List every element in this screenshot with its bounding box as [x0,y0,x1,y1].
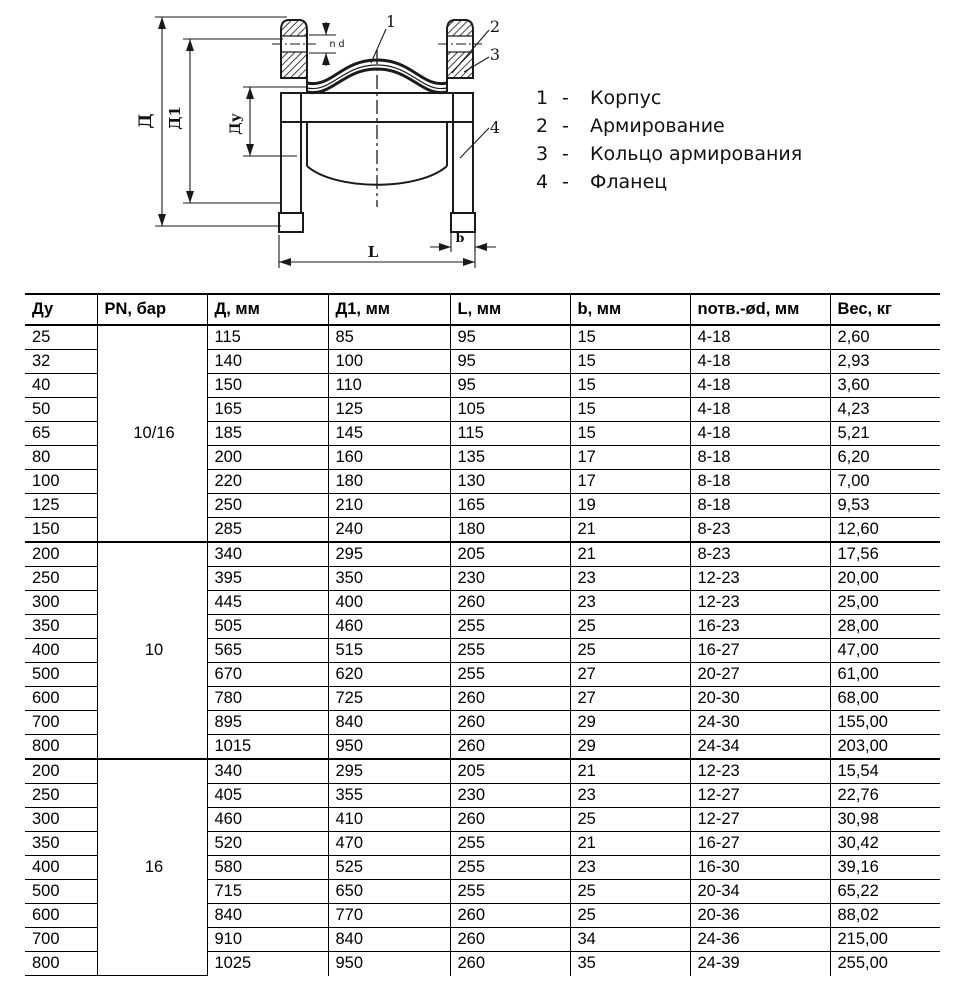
dim-label-l: L [367,243,379,261]
cell-holes: 8-18 [690,446,830,470]
cell-holes: 4-18 [690,374,830,398]
cell-d1: 110 [328,374,450,398]
cell-d1: 470 [328,832,450,856]
cell-du: 150 [25,518,97,543]
cell-du: 300 [25,808,97,832]
cell-l: 205 [450,759,570,784]
cell-b: 21 [570,518,690,543]
cell-holes: 20-36 [690,904,830,928]
cell-holes: 20-30 [690,687,830,711]
cell-b: 23 [570,567,690,591]
cell-b: 21 [570,832,690,856]
cell-l: 95 [450,350,570,374]
cell-l: 230 [450,567,570,591]
callout-3: 3 [489,45,501,64]
cell-l: 255 [450,832,570,856]
cell-weight: 203,00 [830,735,940,760]
dim-label-d1: Д1 [166,106,184,130]
cell-weight: 12,60 [830,518,940,543]
cell-holes: 20-27 [690,663,830,687]
cell-du: 80 [25,446,97,470]
cell-d1: 85 [328,325,450,350]
cell-d1: 840 [328,928,450,952]
cell-b: 35 [570,952,690,976]
cell-holes: 12-23 [690,759,830,784]
cell-l: 260 [450,928,570,952]
cell-d: 460 [207,808,328,832]
cell-b: 15 [570,398,690,422]
cell-d1: 840 [328,711,450,735]
dim-label-du: Ду [228,113,244,135]
cell-d: 115 [207,325,328,350]
cell-d1: 950 [328,952,450,976]
cell-holes: 8-23 [690,518,830,543]
legend-number: 1 [536,87,549,109]
dim-label-d: Д [136,113,156,129]
cell-d: 670 [207,663,328,687]
cell-b: 17 [570,470,690,494]
cell-weight: 15,54 [830,759,940,784]
cell-du: 200 [25,759,97,784]
cell-weight: 4,23 [830,398,940,422]
cell-holes: 24-36 [690,928,830,952]
cell-weight: 215,00 [830,928,940,952]
legend-item-kolco [536,140,802,168]
cell-du: 700 [25,928,97,952]
cell-b: 21 [570,542,690,567]
cell-holes: 24-34 [690,735,830,760]
cell-d: 395 [207,567,328,591]
cell-weight: 2,93 [830,350,940,374]
cell-holes: 16-27 [690,832,830,856]
callout-1: 1 [385,12,397,31]
cell-b: 29 [570,711,690,735]
cell-b: 34 [570,928,690,952]
cell-b: 15 [570,325,690,350]
cell-du: 500 [25,663,97,687]
cell-l: 180 [450,518,570,543]
cell-holes: 16-30 [690,856,830,880]
cell-l: 115 [450,422,570,446]
legend-label: Кольцо армирования [590,143,803,165]
cell-d1: 725 [328,687,450,711]
cell-weight: 28,00 [830,615,940,639]
cell-holes: 12-27 [690,808,830,832]
cell-d1: 180 [328,470,450,494]
legend-item-korpus [536,84,802,112]
expansion-joint-drawing [0,0,530,291]
cell-l: 260 [450,711,570,735]
cell-b: 19 [570,494,690,518]
col-header-5: b, мм [570,294,690,325]
col-header-6: nотв.-ød, мм [690,294,830,325]
cell-d1: 355 [328,784,450,808]
cell-d1: 145 [328,422,450,446]
cell-l: 230 [450,784,570,808]
cell-l: 205 [450,542,570,567]
callout-4: 4 [489,118,501,137]
cell-du: 300 [25,591,97,615]
cell-d1: 125 [328,398,450,422]
cell-d: 910 [207,928,328,952]
pn-group-cell: 10 [97,542,207,759]
cell-du: 400 [25,639,97,663]
cell-weight: 255,00 [830,952,940,976]
cell-l: 260 [450,808,570,832]
cell-du: 200 [25,542,97,567]
cell-du: 500 [25,880,97,904]
col-header-7: Вес, кг [830,294,940,325]
cell-b: 25 [570,904,690,928]
top-section [0,0,954,291]
legend-dash: - [562,87,569,109]
cell-d: 1015 [207,735,328,760]
cell-b: 25 [570,639,690,663]
cell-l: 95 [450,374,570,398]
cell-l: 105 [450,398,570,422]
callout-2: 2 [489,17,501,36]
cell-l: 260 [450,952,570,976]
col-header-0: Ду [25,294,97,325]
cell-weight: 6,20 [830,446,940,470]
cell-d: 580 [207,856,328,880]
cell-holes: 8-18 [690,494,830,518]
cell-weight: 3,60 [830,374,940,398]
cell-weight: 17,56 [830,542,940,567]
cell-d: 220 [207,470,328,494]
cell-d: 185 [207,422,328,446]
legend-dash: - [562,115,569,137]
cell-holes: 4-18 [690,398,830,422]
cell-weight: 2,60 [830,325,940,350]
cell-d: 150 [207,374,328,398]
cell-holes: 16-27 [690,639,830,663]
cell-b: 27 [570,687,690,711]
cell-l: 255 [450,615,570,639]
cell-holes: 20-34 [690,880,830,904]
pn-group-cell: 10/16 [97,325,207,542]
cell-b: 15 [570,374,690,398]
legend-label: Армирование [590,115,725,137]
cell-b: 29 [570,735,690,760]
legend-item-flanec [536,168,802,196]
cell-l: 255 [450,639,570,663]
cell-l: 135 [450,446,570,470]
cell-l: 255 [450,856,570,880]
cell-holes: 24-30 [690,711,830,735]
cell-d: 285 [207,518,328,543]
cell-d: 520 [207,832,328,856]
cell-d1: 240 [328,518,450,543]
cell-du: 600 [25,904,97,928]
cell-d1: 210 [328,494,450,518]
cell-weight: 20,00 [830,567,940,591]
cell-weight: 88,02 [830,904,940,928]
cell-holes: 4-18 [690,350,830,374]
cell-b: 25 [570,808,690,832]
cell-weight: 30,98 [830,808,940,832]
cell-holes: 4-18 [690,325,830,350]
cell-d: 165 [207,398,328,422]
cell-b: 23 [570,856,690,880]
cell-holes: 4-18 [690,422,830,446]
cell-weight: 39,16 [830,856,940,880]
cell-d: 140 [207,350,328,374]
cell-holes: 12-27 [690,784,830,808]
cell-weight: 61,00 [830,663,940,687]
table-row [25,542,940,567]
cell-l: 260 [450,904,570,928]
col-header-2: Д, мм [207,294,328,325]
cell-d: 505 [207,615,328,639]
cell-du: 350 [25,615,97,639]
cell-d1: 515 [328,639,450,663]
cell-d: 840 [207,904,328,928]
cell-du: 350 [25,832,97,856]
cell-holes: 8-18 [690,470,830,494]
cell-l: 260 [450,687,570,711]
cell-b: 23 [570,784,690,808]
cell-du: 250 [25,567,97,591]
cell-du: 700 [25,711,97,735]
cell-du: 65 [25,422,97,446]
cell-du: 25 [25,325,97,350]
cell-d1: 295 [328,759,450,784]
cell-du: 50 [25,398,97,422]
dim-label-b: b [455,230,465,245]
cell-d: 780 [207,687,328,711]
cell-l: 165 [450,494,570,518]
cell-du: 600 [25,687,97,711]
table-header-row [25,294,940,325]
cell-d: 340 [207,542,328,567]
cell-weight: 68,00 [830,687,940,711]
cell-weight: 155,00 [830,711,940,735]
col-header-1: PN, бар [97,294,207,325]
spec-table [25,293,940,976]
cell-l: 260 [450,735,570,760]
cell-d: 250 [207,494,328,518]
cell-holes: 24-39 [690,952,830,976]
cell-d: 340 [207,759,328,784]
cell-d1: 950 [328,735,450,760]
cell-l: 95 [450,325,570,350]
cell-holes: 12-23 [690,567,830,591]
legend [536,84,802,196]
cell-b: 25 [570,880,690,904]
cell-b: 27 [570,663,690,687]
table-row [25,325,940,350]
cell-d: 405 [207,784,328,808]
cell-b: 17 [570,446,690,470]
cell-d1: 295 [328,542,450,567]
cell-d1: 460 [328,615,450,639]
dimension-lines [155,17,496,268]
cell-b: 15 [570,422,690,446]
cell-l: 255 [450,663,570,687]
spec-table-body [25,325,940,976]
cell-d: 715 [207,880,328,904]
col-header-4: L, мм [450,294,570,325]
cell-b: 25 [570,615,690,639]
cell-du: 400 [25,856,97,880]
legend-item-armirovanie [536,112,802,140]
legend-dash: - [562,171,569,193]
cell-d1: 100 [328,350,450,374]
cell-weight: 65,22 [830,880,940,904]
cell-du: 125 [25,494,97,518]
cell-d: 565 [207,639,328,663]
cell-l: 255 [450,880,570,904]
cell-du: 100 [25,470,97,494]
dim-label-nd: n d [329,39,345,50]
legend-label: Фланец [590,171,668,193]
cell-l: 130 [450,470,570,494]
cell-du: 800 [25,952,97,976]
cell-d1: 160 [328,446,450,470]
cell-d1: 770 [328,904,450,928]
cell-holes: 12-23 [690,591,830,615]
legend-dash: - [562,143,569,165]
pn-group-cell: 16 [97,759,207,976]
cell-d: 1025 [207,952,328,976]
cell-d1: 620 [328,663,450,687]
cell-holes: 16-23 [690,615,830,639]
col-header-3: Д1, мм [328,294,450,325]
cell-d1: 400 [328,591,450,615]
cell-holes: 8-23 [690,542,830,567]
cell-d1: 350 [328,567,450,591]
legend-number: 4 [536,171,549,193]
cell-d: 445 [207,591,328,615]
legend-number: 3 [536,143,549,165]
table-row [25,759,940,784]
cell-weight: 22,76 [830,784,940,808]
cell-l: 260 [450,591,570,615]
cell-du: 250 [25,784,97,808]
cell-weight: 30,42 [830,832,940,856]
cell-weight: 5,21 [830,422,940,446]
cell-weight: 25,00 [830,591,940,615]
cell-d: 895 [207,711,328,735]
legend-label: Корпус [590,87,662,109]
cell-weight: 7,00 [830,470,940,494]
cell-weight: 9,53 [830,494,940,518]
legend-number: 2 [536,115,549,137]
cell-b: 21 [570,759,690,784]
cell-b: 23 [570,591,690,615]
cell-du: 40 [25,374,97,398]
cell-d1: 525 [328,856,450,880]
cell-d: 200 [207,446,328,470]
cell-d1: 410 [328,808,450,832]
cell-du: 800 [25,735,97,760]
cell-du: 32 [25,350,97,374]
cell-weight: 47,00 [830,639,940,663]
cell-b: 15 [570,350,690,374]
cell-d1: 650 [328,880,450,904]
